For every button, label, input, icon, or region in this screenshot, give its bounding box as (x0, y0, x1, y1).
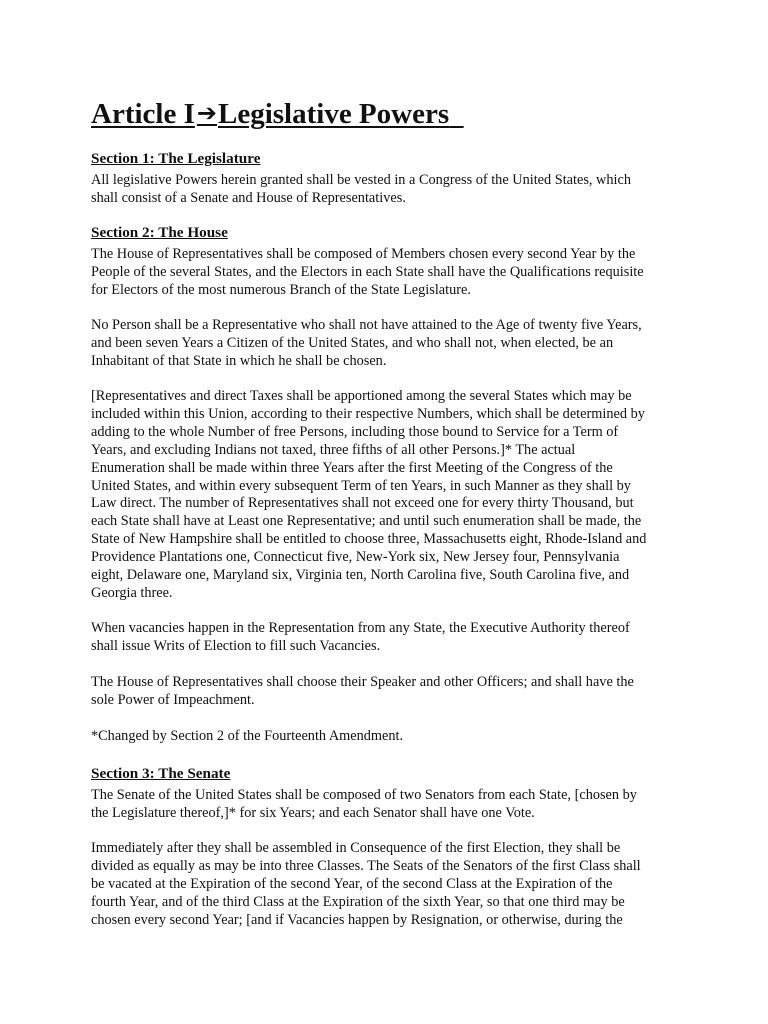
title-article: Article I (91, 98, 195, 130)
page-title (91, 96, 464, 131)
title-legislative-powers: Legislative Powers (217, 98, 450, 130)
section3-paragraph-2: Immediately after they shall be assembled in Consequence of the first Election, they shall be divided as equally as may be into three Classes. The Seats of the Senators of the first Class shall be vacated at the Expiration of the second Year, of the second Class at the Expiration of the fourth Year, and of the third Class at the Expiration of the sixth Year, so that one third may be chosen every second Year; [and if Vacancies happen by Resignation, or otherwise, during the (91, 840, 641, 928)
section2-paragraph-3: [Representatives and direct Taxes shall be apportioned among the several States which may be included within this Union, according to their respective Numbers, which shall be determined by adding to the whole Number of free Persons, including those bound to Service for a Term of Years, and excluding Indians not taxed, three fifths of all other Persons.]* The actual Enumeration shall be made within three Years after the first Meeting of the Congress of the United States, and within every subsequent Term of ten Years, in such Manner as they shall by Law direct. The number of Representatives shall not exceed one for every thirty Thousand, but each State shall have at Least one Representative; and until such enumeration shall be made, the State of New Hampshire shall be entitled to choose three, Massachusetts eight, Rhode-Island and Providence Plantations one, Connecticut five, New-York six, New Jersey four, Pennsylvania eight, Delaware one, Maryland six, Virginia ten, North Carolina five, South Carolina five, and Georgia three. (91, 388, 647, 601)
section3-heading: Section 3: The Senate (91, 765, 231, 782)
right-arrow-icon: ➔ (196, 99, 217, 127)
section2-paragraph-2: No Person shall be a Representative who shall not have attained to the Age of twenty five Years, and been seven Years a Citizen of the United States, and who shall not, when elected, be an Inhabitant of that State in which he shall be chosen. (91, 317, 642, 369)
section2-paragraph-4: When vacancies happen in the Representation from any State, the Executive Authority thereof shall issue Writs of Election to fill such Vacancies. (91, 620, 630, 654)
section3-paragraph-1: The Senate of the United States shall be composed of two Senators from each State, [chosen by the Legislature thereof,]* for six Years; and each Senator shall have one Vote. (91, 787, 637, 821)
section2-footnote: *Changed by Section 2 of the Fourteenth Amendment. (91, 728, 404, 744)
section2-paragraph-5: The House of Representatives shall choose their Speaker and other Officers; and shall have the sole Power of Impeachment. (91, 674, 634, 708)
section1-paragraph: All legislative Powers herein granted shall be vested in a Congress of the United States, which shall consist of a Senate and House of Representatives. (91, 172, 631, 206)
section1-heading: Section 1: The Legislature (91, 150, 261, 167)
section2-paragraph-1: The House of Representatives shall be composed of Members chosen every second Year by the People of the several States, and the Electors in each State shall have the Qualifications requisite for Electors of the most numerous Branch of the State Legislature. (91, 246, 644, 298)
section2-heading: Section 2: The House (91, 224, 228, 241)
